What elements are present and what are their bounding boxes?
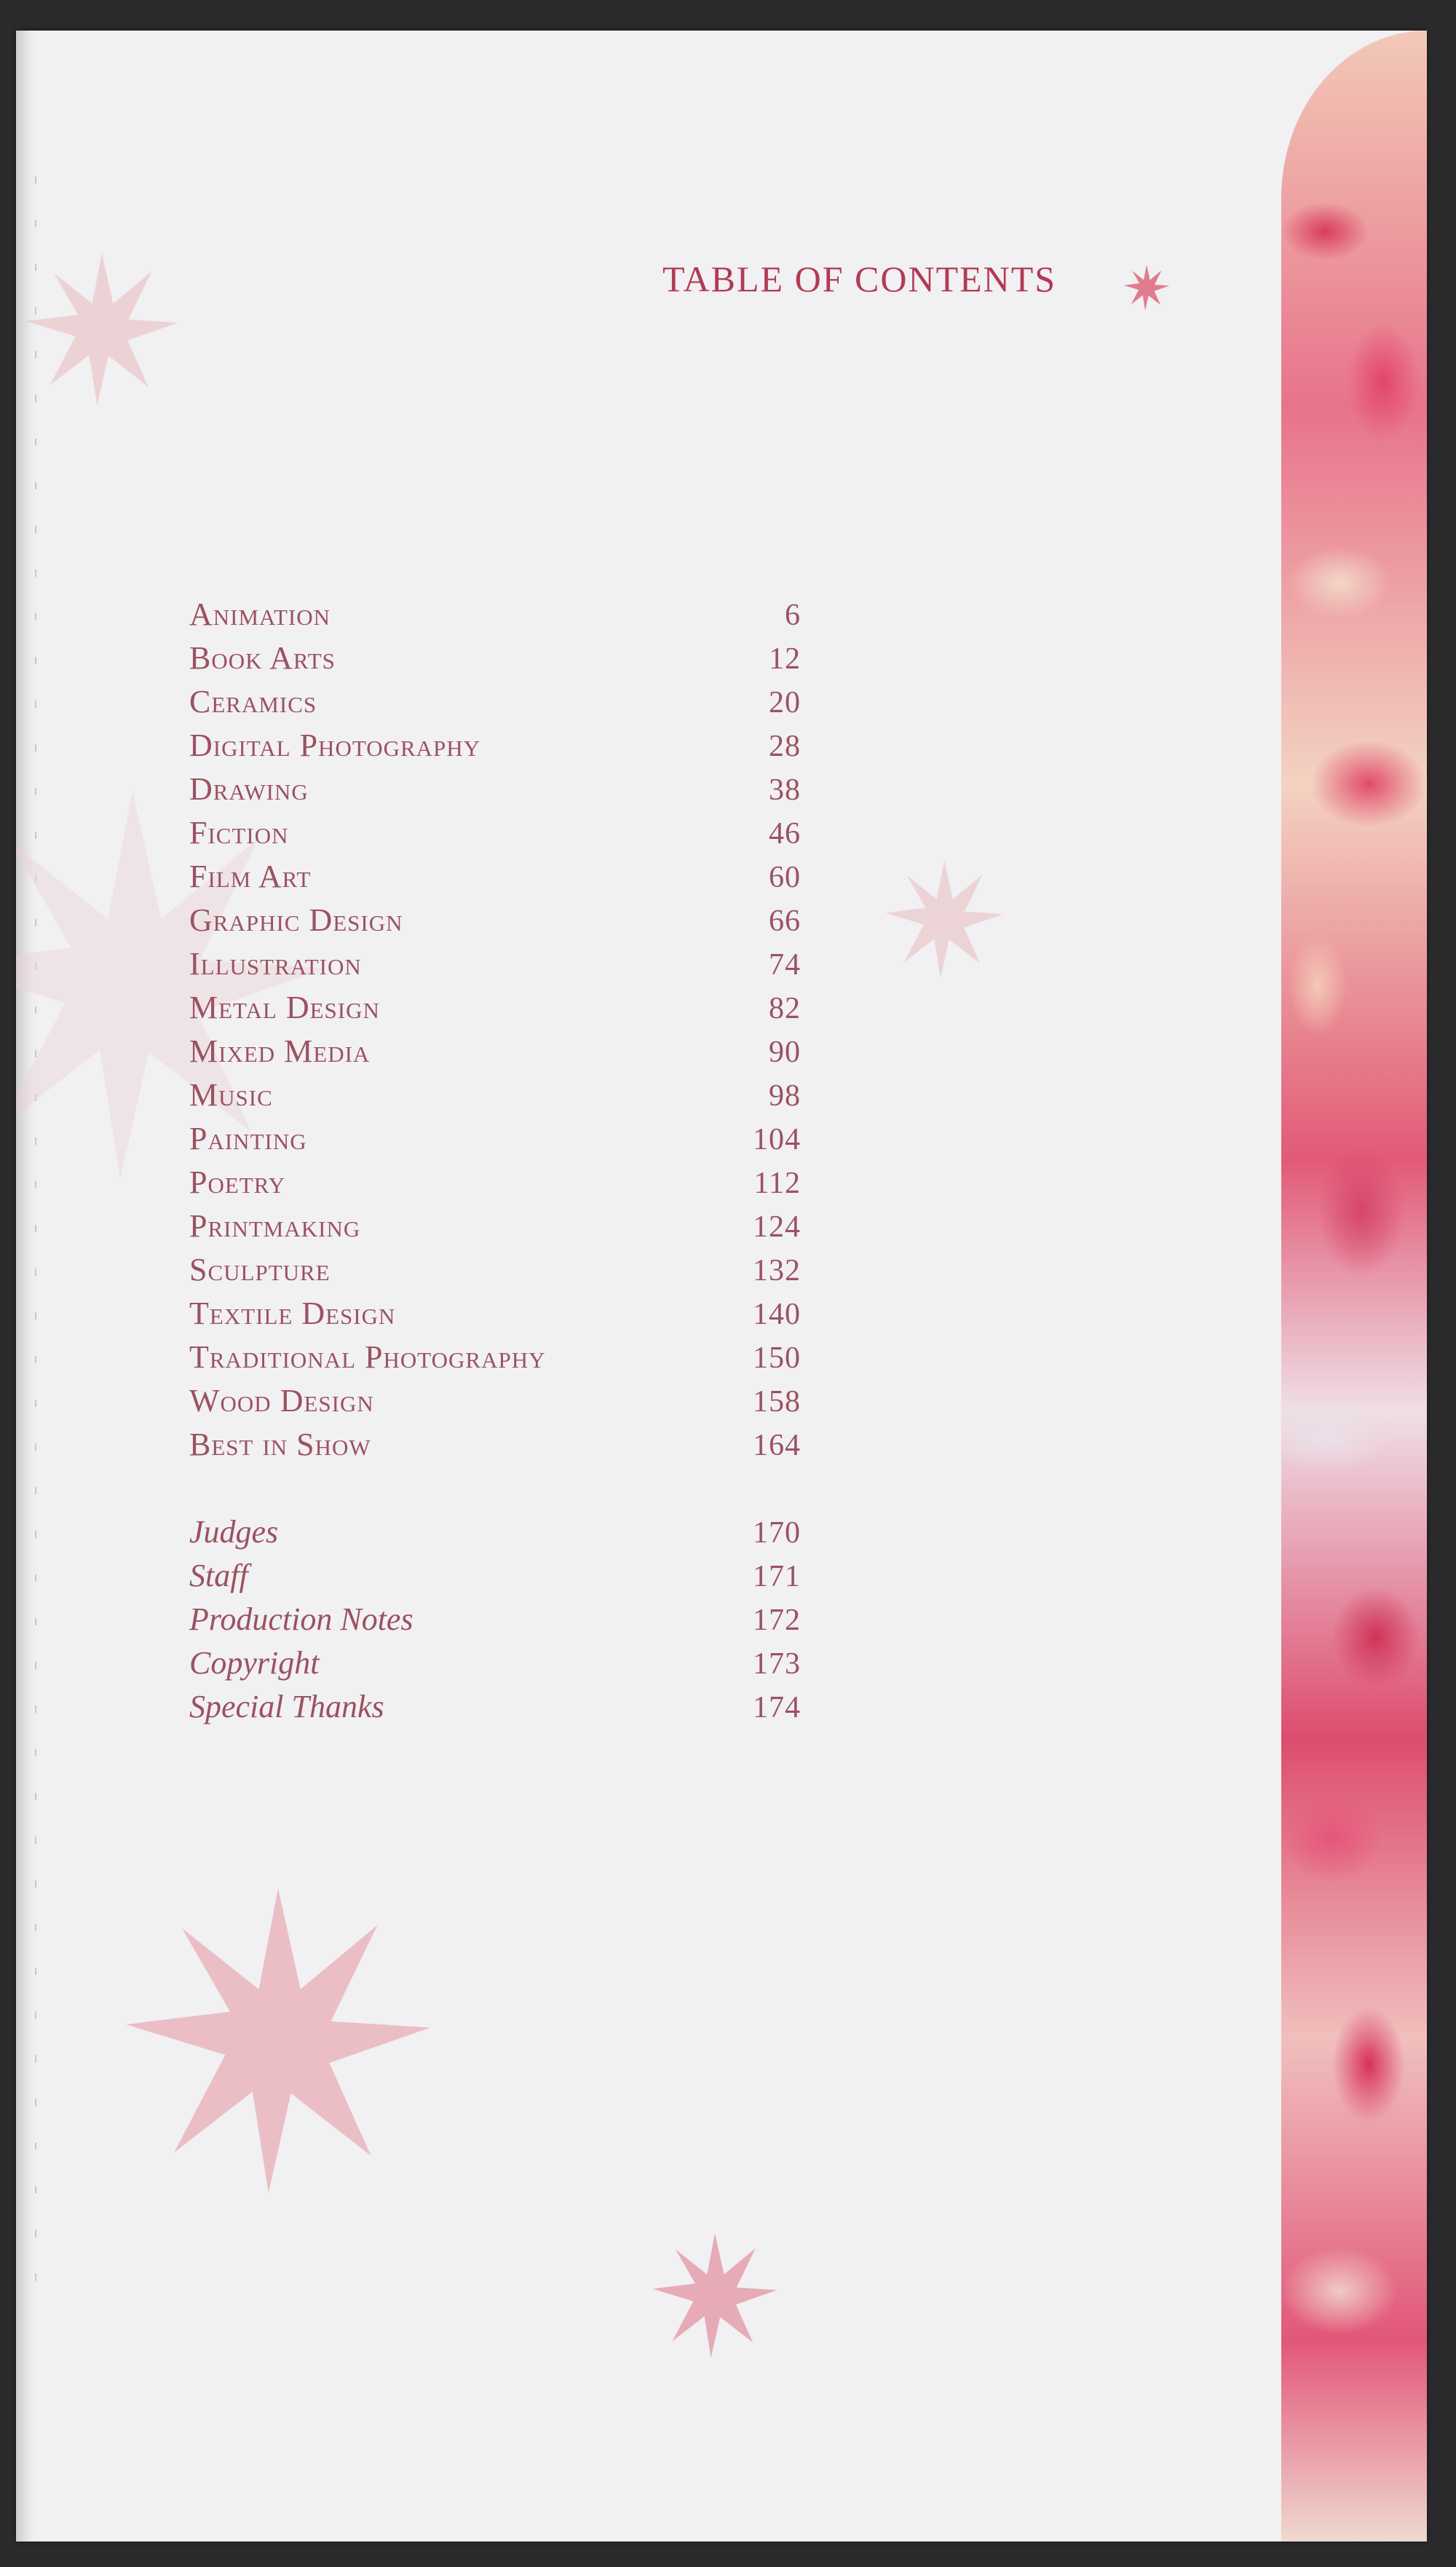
section-title: Drawing xyxy=(189,771,309,807)
page-number: 20 xyxy=(769,686,801,719)
page-number: 12 xyxy=(769,642,801,676)
toc-entry[interactable] xyxy=(189,899,801,942)
toc-entry[interactable] xyxy=(189,1292,801,1336)
section-title: Illustration xyxy=(189,946,362,982)
back-matter-title: Special Thanks xyxy=(189,1689,384,1724)
section-title: Ceramics xyxy=(189,684,317,719)
page-number: 132 xyxy=(753,1254,801,1288)
toc-entry[interactable] xyxy=(189,1336,801,1379)
star-icon xyxy=(882,857,1006,981)
page-number: 140 xyxy=(753,1298,801,1331)
star-icon xyxy=(22,249,182,409)
page-number: 174 xyxy=(753,1691,801,1724)
star-icon xyxy=(649,2230,780,2361)
page-number: 104 xyxy=(753,1123,801,1156)
page-number: 66 xyxy=(769,904,801,938)
toc-entry[interactable] xyxy=(189,1204,801,1248)
section-title: Graphic Design xyxy=(189,902,403,938)
toc-entry[interactable] xyxy=(189,1117,801,1161)
book-page xyxy=(16,31,1427,2542)
toc-entry[interactable] xyxy=(189,1161,801,1204)
section-title: Wood Design xyxy=(189,1383,374,1419)
page-number: 82 xyxy=(769,992,801,1025)
section-title: Music xyxy=(189,1077,273,1113)
back-matter-title: Judges xyxy=(189,1514,279,1550)
page-number: 112 xyxy=(753,1167,801,1200)
star-icon xyxy=(118,1880,438,2201)
toc-entry[interactable] xyxy=(189,1554,801,1598)
page-number: 60 xyxy=(769,861,801,894)
page-number: 173 xyxy=(753,1647,801,1681)
page-number: 90 xyxy=(769,1036,801,1069)
back-matter-title: Production Notes xyxy=(189,1601,414,1637)
section-title: Traditional Photography xyxy=(189,1339,546,1375)
page-number: 74 xyxy=(769,948,801,982)
section-title: Best in Show xyxy=(189,1427,371,1462)
page-number: 172 xyxy=(753,1604,801,1637)
toc-entry[interactable] xyxy=(189,942,801,986)
toc-entry[interactable] xyxy=(189,636,801,680)
section-title: Metal Design xyxy=(189,990,380,1025)
toc-entry[interactable] xyxy=(189,1073,801,1117)
section-title: Poetry xyxy=(189,1164,286,1200)
back-matter-title: Copyright xyxy=(189,1645,320,1681)
toc-entry[interactable] xyxy=(189,1510,801,1554)
table-of-contents xyxy=(189,593,801,1729)
toc-entry[interactable] xyxy=(189,1248,801,1292)
toc-entry[interactable] xyxy=(189,811,801,855)
section-title: Fiction xyxy=(189,815,289,851)
toc-entry[interactable] xyxy=(189,768,801,811)
page-number: 98 xyxy=(769,1079,801,1113)
section-title: Painting xyxy=(189,1121,307,1156)
page-number: 124 xyxy=(753,1210,801,1244)
section-spacer xyxy=(189,1467,801,1510)
page-number: 46 xyxy=(769,817,801,851)
page-title: TABLE OF CONTENTS xyxy=(662,259,1057,299)
toc-entry[interactable] xyxy=(189,1379,801,1423)
toc-entry[interactable] xyxy=(189,1423,801,1467)
decorative-paint-strip xyxy=(1281,31,1427,2542)
section-title: Animation xyxy=(189,596,331,632)
section-title: Printmaking xyxy=(189,1208,361,1244)
page-number: 6 xyxy=(785,599,801,632)
section-title: Digital Photography xyxy=(189,727,481,763)
toc-entry[interactable] xyxy=(189,855,801,899)
toc-entry[interactable] xyxy=(189,1641,801,1685)
star-icon xyxy=(1123,264,1171,312)
toc-entry[interactable] xyxy=(189,986,801,1030)
section-title: Sculpture xyxy=(189,1252,331,1288)
page-number: 150 xyxy=(753,1341,801,1375)
section-title: Mixed Media xyxy=(189,1033,371,1069)
toc-entry[interactable] xyxy=(189,1685,801,1729)
back-matter-title: Staff xyxy=(189,1558,248,1593)
toc-entry[interactable] xyxy=(189,593,801,636)
page-number: 171 xyxy=(753,1560,801,1593)
section-title: Film Art xyxy=(189,859,312,894)
page-number: 164 xyxy=(753,1429,801,1462)
section-title: Textile Design xyxy=(189,1296,396,1331)
toc-entry[interactable] xyxy=(189,724,801,768)
toc-entry[interactable] xyxy=(189,1598,801,1641)
binding-stitches xyxy=(35,176,36,2288)
page-number: 28 xyxy=(769,730,801,763)
page-number: 38 xyxy=(769,773,801,807)
section-title: Book Arts xyxy=(189,640,336,676)
toc-entry[interactable] xyxy=(189,1030,801,1073)
toc-entry[interactable] xyxy=(189,680,801,724)
page-number: 158 xyxy=(753,1385,801,1419)
page-number: 170 xyxy=(753,1516,801,1550)
